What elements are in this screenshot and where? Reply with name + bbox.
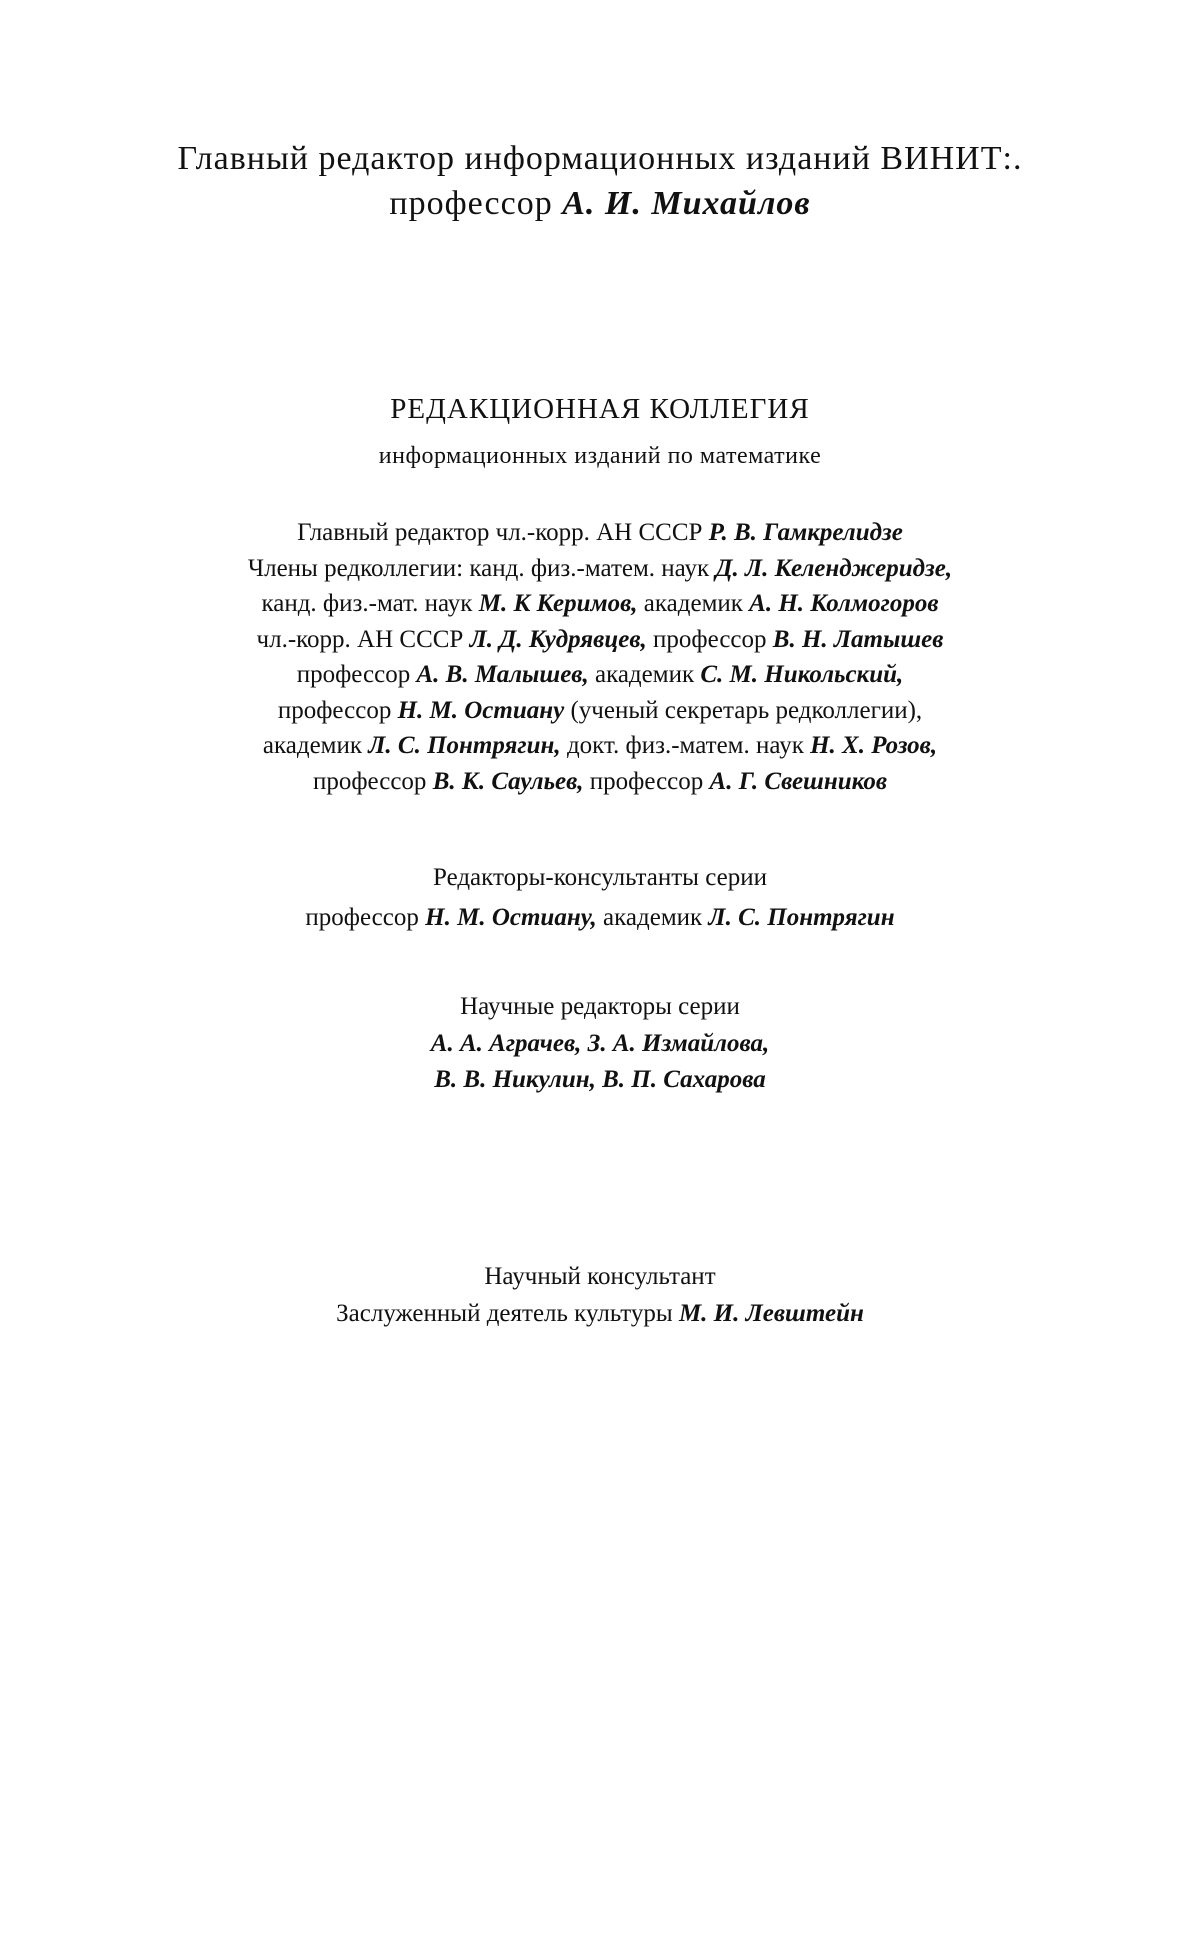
series-consultants-title: Редакторы-консультанты серии bbox=[433, 864, 767, 891]
scientific-editors-title: Научные редакторы серии bbox=[460, 993, 740, 1020]
role-text: академик bbox=[637, 590, 750, 617]
role-text: академик bbox=[588, 661, 701, 688]
person-name: Л. С. Понтрягин, bbox=[368, 732, 561, 759]
role-text: докт. физ.-матем. наук bbox=[560, 732, 811, 759]
role-text: профессор bbox=[296, 661, 417, 688]
chief-editor-name: А. И. Михайлов bbox=[562, 185, 811, 222]
board-member-line bbox=[0, 697, 1200, 725]
person-name: В. К. Саульев, bbox=[432, 768, 584, 795]
series-consultants-line bbox=[0, 904, 1200, 932]
person-name: Д. Л. Келенджеридзе, bbox=[715, 555, 953, 582]
role-text: (ученый секретарь редколлегии), bbox=[564, 697, 923, 724]
chief-editor-line: Главный редактор информационных изданий ВИНИТ:. bbox=[177, 140, 1023, 177]
scientific-consultant-role: Заслуженный деятель культуры bbox=[336, 1300, 679, 1327]
scientific-editors-line-2: В. В. Никулин, В. П. Сахарова bbox=[434, 1066, 766, 1093]
role-text: канд. физ.-мат. наук bbox=[261, 590, 479, 617]
person-name: А. Н. Колмогоров bbox=[749, 590, 939, 617]
role-text: академик bbox=[262, 732, 369, 759]
editorial-board-title: РЕДАКЦИОННАЯ КОЛЛЕГИЯ bbox=[390, 393, 810, 425]
scientific-consultant-name: М. И. Левштейн bbox=[678, 1300, 864, 1327]
role-text: профессор bbox=[277, 697, 398, 724]
scientific-editors-line-1: А. А. Аграчев, З. А. Измайлова, bbox=[430, 1030, 770, 1057]
role-text: профессор bbox=[305, 904, 426, 931]
role-text: профессор bbox=[646, 626, 773, 653]
scientific-consultant-title: Научный консультант bbox=[484, 1263, 716, 1290]
role-text: Члены редколлегии: канд. физ.-матем. наук bbox=[247, 555, 716, 582]
role-text: профессор bbox=[583, 768, 710, 795]
person-name: С. М. Никольский, bbox=[700, 661, 904, 688]
person-name: М. К Керимов, bbox=[478, 590, 638, 617]
board-member-line bbox=[0, 661, 1200, 689]
person-name: Л. С. Понтрягин bbox=[708, 904, 895, 931]
chief-editor-name-line bbox=[0, 185, 1200, 223]
person-name: Р. В. Гамкрелидзе bbox=[708, 519, 903, 546]
role-text: Главный редактор чл.-корр. АН СССР bbox=[297, 519, 709, 546]
person-name: Н. М. Остиану, bbox=[425, 904, 597, 931]
scientific-consultant-line bbox=[0, 1300, 1200, 1328]
person-name: Н. М. Остиану bbox=[397, 697, 565, 724]
board-member-line bbox=[0, 626, 1200, 654]
editorial-board-subtitle: информационных изданий по математике bbox=[378, 443, 822, 469]
role-text: чл.-корр. АН СССР bbox=[256, 626, 470, 653]
person-name: В. Н. Латышев bbox=[772, 626, 944, 653]
person-name: А. Г. Свешников bbox=[709, 768, 888, 795]
board-member-line bbox=[0, 555, 1200, 583]
board-member-line bbox=[0, 732, 1200, 760]
person-name: Л. Д. Кудрявцев, bbox=[469, 626, 647, 653]
role-text: академик bbox=[596, 904, 709, 931]
board-member-line bbox=[0, 768, 1200, 796]
board-member-line bbox=[0, 590, 1200, 618]
chief-editor-title: профессор bbox=[389, 185, 563, 222]
person-name: Н. Х. Розов, bbox=[810, 732, 938, 759]
board-member-line bbox=[0, 519, 1200, 547]
person-name: А. В. Малышев, bbox=[416, 661, 589, 688]
role-text: профессор bbox=[312, 768, 433, 795]
